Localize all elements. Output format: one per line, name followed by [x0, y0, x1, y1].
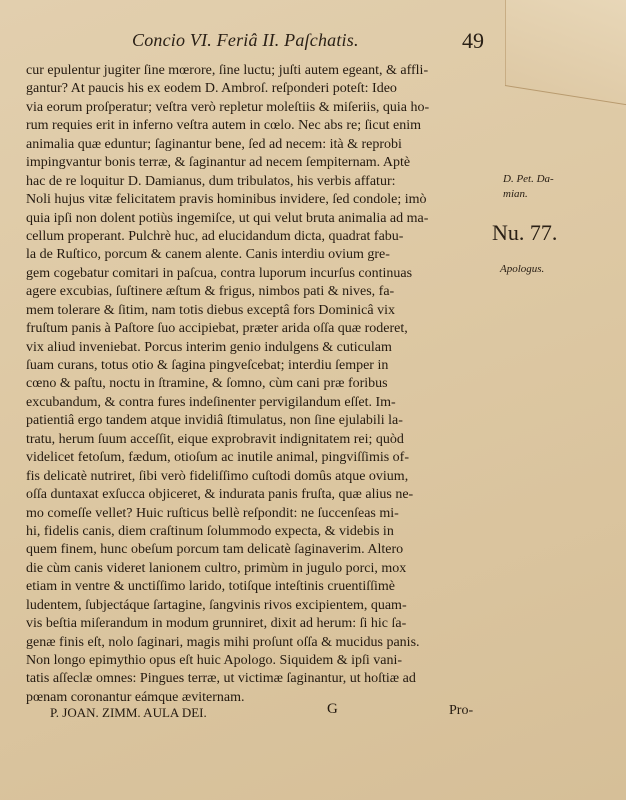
text-line: gem cogebatur comitari in paſcua, contra luporum incurſus continuas	[26, 265, 413, 281]
body-text	[26, 62, 488, 707]
text-line: la de Ruſtico, porcum & canem alente. Canis interdiu ovium gre-	[26, 247, 390, 263]
text-line: ſuam curans, totus otio & ſagina pingveſcebat; interdiu ſemper in	[26, 358, 389, 373]
folded-corner	[505, 0, 626, 110]
text-line: tratu, herum ſuum acceſſit, eique exprobravit indignitatem rei; quòd	[26, 431, 404, 447]
text-line: die cùm canis videret lanionem cultro, primùm in jugulo porci, mox	[26, 560, 407, 576]
running-head: Concio VI. Feriâ II. Paſchatis.	[132, 30, 359, 50]
page-number: 49	[462, 28, 484, 53]
text-line: tatis aſſeclæ omnes: Pingues terræ, ut victimæ ſaginantur, ut hoſtiæ ad	[26, 671, 416, 687]
text-line: excubandum, & contra fures indeſinenter pervigilandum eſſet. Im-	[26, 394, 396, 410]
text-line: gantur? At paucis his ex eodem D. Ambroſ. reſponderi poteſt: Ideo	[26, 81, 397, 97]
signature-mark: G	[327, 701, 338, 717]
text-line: hi, fidelis canis, diem craſtinum ſolummodo expecta, & videbis in	[26, 523, 394, 539]
catchword: Pro-	[449, 703, 474, 718]
text-line: ludentem, ſubjectáque ſartagine, ſangvinis rivos excipientem, quam-	[26, 597, 407, 613]
text-line: fis delicatè nutriret, ſibi verò fideliſſimo cuſtodi domûs atque ovium,	[26, 468, 409, 484]
text-line: fruſtum panis à Paſtore ſuo accipiebat, præter arida oſſa quæ roderet,	[26, 321, 408, 337]
text-line: cœno & paſtu, noctu in ſtramine, & ſomno, cùm cani præ foribus	[26, 376, 388, 392]
text-line: impingvantur bonis terræ, & ſaginantur ad necem ſempiternam. Aptè	[26, 155, 411, 171]
text-line: rum requies erit in inferno veſtra autem in cœlo. Nec abs re; ſicut enim	[26, 118, 421, 134]
footer-author: P. JOAN. ZIMM. AULA DEI.	[50, 705, 207, 720]
text-line: genæ finis eſt, nolo ſaginari, magis mihi proſunt oſſa & mucidus panis.	[26, 634, 420, 650]
text-line: videlicet fetoſum, fædum, otioſum ac inutile animal, pingviſſimis of-	[26, 450, 409, 466]
text-line: etiam in ventre & unctiſſimo larido, totiſque inteſtinis cruentiſſimè	[26, 579, 395, 595]
text-line: via eorum proſperatur; veſtra verò repletur moleſtiis & miſeriis, quia ho-	[26, 99, 430, 115]
text-line: Non longo epimythio opus eſt huic Apologo. Siquidem & ipſi vani-	[26, 653, 403, 668]
text-line: agere excubias, ſuſtinere æſtum & frigus, nimbos pati & nives, fa-	[26, 284, 395, 300]
text-line: quem finem, hunc obeſum porcum tam delicatè ſaginaverim. Altero	[26, 542, 404, 558]
text-line: cur epulentur jugiter ſine mœrore, ſine luctu; juſti autem egeant, & affli-	[26, 63, 429, 78]
text-line: animalia quæ eduntur; ſaginantur bene, ſed ad necem: ità & reprobi	[26, 136, 402, 152]
text-line: hac de re loquitur D. Damianus, dum tribulatos, his verbis affatur:	[26, 173, 396, 189]
margin-number: Nu. 77.	[492, 220, 558, 245]
text-line: vix aliud inveniebat. Porcus interim genio indulgens & cuticulam	[26, 339, 392, 355]
margin-apologus: Apologus.	[500, 263, 545, 275]
text-line: mem tolerare & ſitim, nam totis diebus exceptâ fors Dominicâ vix	[26, 302, 395, 318]
text-line: vis beſtia miſerandum in modum grunniret, dixit ad herum: ſi hic ſa-	[26, 616, 407, 632]
text-line: oſſa duntaxat exſucca objiceret, & indurata panis fruſta, quæ alius ne-	[26, 487, 414, 503]
text-line: patientiâ ergo tandem atque invidiâ ſtimulatus, non ſine ejulabili la-	[26, 413, 403, 429]
text-line: quia ipſi non dolent potiùs ingemiſce, ut qui velut bruta animalia ad ma-	[26, 210, 429, 226]
text-line: cellum properant. Pulchrè huc, ad elucidandum dicta, quadrat fabu-	[26, 228, 404, 244]
text-line: Noli hujus vitæ felicitatem pravis hominibus invidere, ſed condole; imò	[26, 192, 427, 208]
text-line: mo comeſſe vellet? Huic ruſticus bellè reſpondit: ne ſuccenſeas mi-	[26, 505, 399, 521]
margin-reference: D. Pet. Da- mian.	[503, 173, 554, 200]
text-line: pœnam coronantur eámque æviternam.	[26, 689, 245, 705]
